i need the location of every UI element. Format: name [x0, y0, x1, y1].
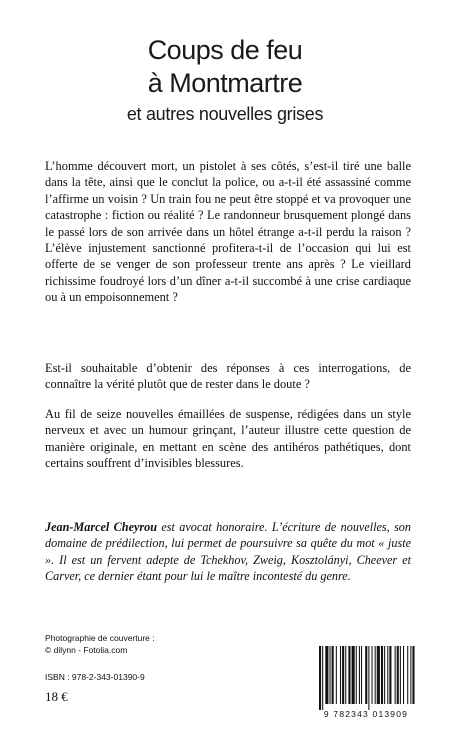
blurb-text-1: L’homme découvert mort, un pistolet à ses côtés, s’est-il tiré une balle dans la tête, ainsi que le conclut la police, ou a-t-il été assassiné comme l’affirme un voisin ? Un train fou ne peut être stoppé et va provoquer une catastrophe : fiction ou réalité ? Le randonneur brusquement plongé dans le passé lors de son arrivée dans un hôtel étrange a-t-il perdu la raison ? L’élève injustement sanctionné profitera-t-il de l’occasion qui lui est offerte de se venger de son professeur trente ans après ? Le vieillard richissime foudroyé lors d’un dîner a-t-il succombé à une crise cardiaque ou à un empoisonnement ? [45, 159, 411, 305]
author-bio-text: est avocat honoraire. L’écriture de nouvelles, son domaine de prédilection, lui permet de poursuivre sa quête du mot « juste ». Il est un fervent adepte de Tchekhov, Zweig, Kosztolányi, Cheever et Carver, ce dernier étant pour lui le maître incontesté du genre. [45, 520, 411, 584]
barcode-bar [372, 646, 373, 704]
barcode-bar [356, 646, 357, 704]
barcode-bar [397, 646, 399, 704]
photo-credits [45, 632, 245, 656]
blurb-paragraph-3 [45, 406, 411, 472]
barcode-bar [395, 646, 396, 704]
isbn: ISBN : 978-2-343-01390-9 [45, 672, 145, 682]
price: 18 € [45, 689, 68, 704]
blurb-text-3: Au fil de seize nouvelles émaillées de suspense, rédigées dans un style nerveux et avec un humour grinçant, l’auteur illustre cette question de manière originale, en mettant en scène des antihéros pathétiques, dont certains souffrent d’invisibles blessures. [45, 407, 411, 471]
barcode-digits: 9 782343 013909 [323, 709, 409, 719]
barcode-bar [359, 646, 360, 704]
barcode-bar [325, 646, 328, 704]
author-bio [45, 519, 411, 585]
barcode-bar [381, 646, 383, 704]
photo-credit-source: © dilynn - Fotolia.com [45, 645, 128, 655]
barcode-bar [377, 646, 380, 704]
blurb-text-2: Est-il souhaitable d’obtenir des réponses à ces interrogations, de connaître la vérité plutôt que de rester dans le doute ? [45, 361, 411, 392]
barcode-bar [403, 646, 404, 704]
barcode-bar [342, 646, 344, 704]
blurb-paragraph-1 [45, 158, 411, 306]
barcode-bar [322, 646, 323, 710]
barcode-bar [384, 646, 385, 704]
barcode-bar [352, 646, 355, 704]
book-subtitle: et autres nouvelles grises [126, 104, 324, 124]
barcode-bar [412, 646, 414, 704]
barcode-bar [400, 646, 401, 704]
barcode-bar [336, 646, 337, 704]
barcode-bar [410, 646, 411, 704]
barcode [311, 646, 421, 724]
title-block [0, 34, 450, 126]
barcode-bar [389, 646, 391, 704]
barcode-bar [332, 646, 334, 704]
barcode-bar [319, 646, 321, 710]
barcode-bar [365, 646, 367, 704]
barcode-bar [330, 646, 331, 704]
barcode-bar [387, 646, 388, 704]
barcode-bars [311, 646, 421, 710]
barcode-bar [407, 646, 408, 704]
blurb-paragraph-2 [45, 360, 411, 393]
barcode-bar [345, 646, 346, 704]
barcode-bar [361, 646, 362, 704]
book-title-line-1: Coups de feu [147, 35, 303, 65]
barcode-bar [340, 646, 341, 704]
barcode-bar [348, 646, 350, 704]
author-name: Jean-Marcel Cheyrou [45, 520, 158, 534]
barcode-bar [368, 646, 369, 710]
photo-credit-label: Photographie de couverture : [45, 633, 155, 643]
barcode-bar [375, 646, 376, 704]
book-title-line-2: à Montmartre [147, 68, 303, 98]
